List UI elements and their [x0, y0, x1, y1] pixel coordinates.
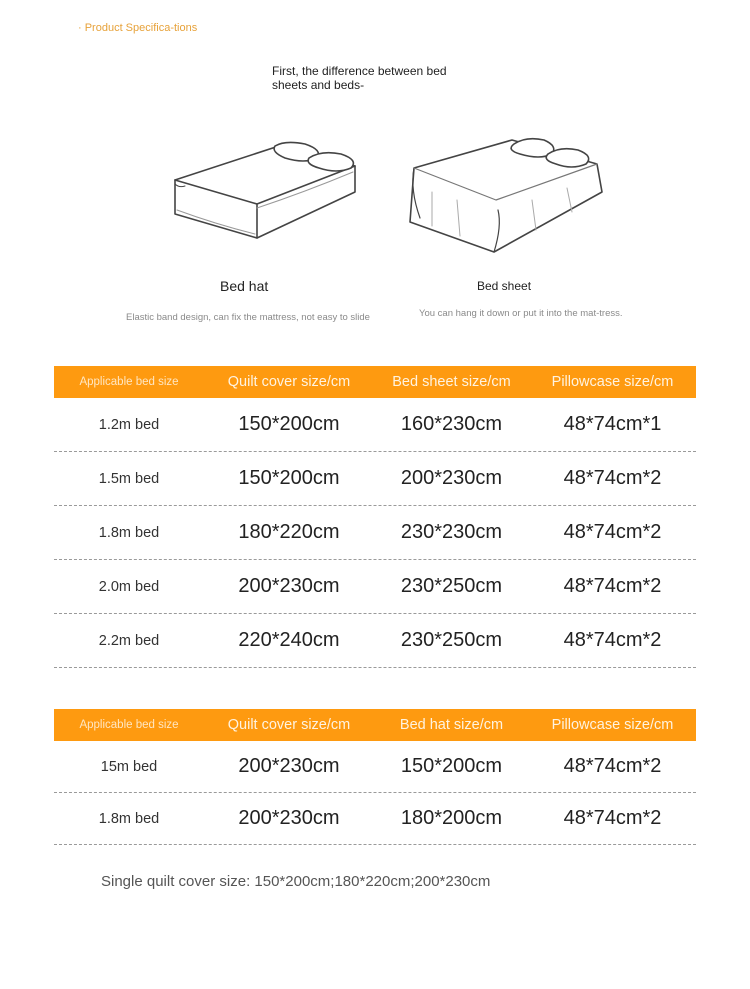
cell-bed-sheet: 160*230cm	[400, 413, 503, 435]
table-row	[54, 741, 696, 793]
cell-bed-size: 1.5m bed	[98, 470, 160, 487]
size-table-bed-hat	[54, 709, 696, 845]
cell-bed-size: 2.2m bed	[98, 632, 160, 649]
header-bed-size: Applicable bed size	[79, 719, 179, 731]
table-row	[54, 506, 696, 560]
table-header	[54, 366, 696, 398]
spec-title: · Product Specifica-tions	[78, 22, 198, 34]
bed-hat-description: Elastic band design, can fix the mattress, not easy to slide	[126, 312, 370, 323]
cell-pillowcase: 48*74cm*2	[563, 521, 662, 543]
cell-pillowcase: 48*74cm*1	[563, 413, 662, 435]
cell-bed-hat: 150*200cm	[400, 755, 503, 777]
bed-sheet-description: You can hang it down or put it into the mat-tress.	[419, 308, 623, 319]
header-bed-size: Applicable bed size	[79, 376, 179, 388]
cell-quilt-cover: 200*230cm	[238, 807, 340, 829]
cell-pillowcase: 48*74cm*2	[563, 755, 662, 777]
cell-bed-size: 15m bed	[100, 758, 158, 775]
size-table-bed-sheet	[54, 366, 696, 668]
cell-bed-sheet: 200*230cm	[400, 467, 503, 489]
cell-bed-size: 2.0m bed	[98, 578, 160, 595]
cell-quilt-cover: 200*230cm	[238, 755, 340, 777]
table-header	[54, 709, 696, 741]
header-pillowcase: Pillowcase size/cm	[551, 374, 674, 390]
table-row	[54, 793, 696, 845]
cell-bed-hat: 180*200cm	[400, 807, 503, 829]
header-bed-hat: Bed hat size/cm	[399, 717, 504, 733]
cell-bed-size: 1.8m bed	[98, 810, 160, 827]
cell-quilt-cover: 180*220cm	[238, 521, 340, 543]
fitted-bed-hat-icon	[165, 132, 365, 247]
cell-bed-size: 1.2m bed	[98, 416, 160, 433]
cell-bed-sheet: 230*250cm	[400, 575, 503, 597]
header-bed-sheet: Bed sheet size/cm	[392, 374, 511, 390]
cell-quilt-cover: 200*230cm	[238, 575, 340, 597]
cell-quilt-cover: 150*200cm	[238, 467, 340, 489]
table-row	[54, 560, 696, 614]
cell-pillowcase: 48*74cm*2	[563, 807, 662, 829]
single-quilt-note: Single quilt cover size: 150*200cm;180*220cm;200*230cm	[101, 873, 491, 890]
header-quilt-cover: Quilt cover size/cm	[227, 717, 351, 733]
cell-bed-sheet: 230*230cm	[400, 521, 503, 543]
header-quilt-cover: Quilt cover size/cm	[227, 374, 351, 390]
cell-pillowcase: 48*74cm*2	[563, 467, 662, 489]
cell-pillowcase: 48*74cm*2	[563, 575, 662, 597]
cell-quilt-cover: 220*240cm	[238, 629, 340, 651]
table-row	[54, 614, 696, 668]
table-row	[54, 398, 696, 452]
header-pillowcase: Pillowcase size/cm	[551, 717, 674, 733]
cell-bed-sheet: 230*250cm	[400, 629, 503, 651]
bed-hat-caption: Bed hat	[220, 278, 269, 294]
flat-bed-sheet-icon	[402, 130, 607, 255]
cell-quilt-cover: 150*200cm	[238, 413, 340, 435]
cell-bed-size: 1.8m bed	[98, 524, 160, 541]
bed-sheet-caption: Bed sheet	[477, 279, 532, 293]
intro-text: First, the difference between bed sheets and beds-	[272, 64, 447, 92]
cell-pillowcase: 48*74cm*2	[563, 629, 662, 651]
table-row	[54, 452, 696, 506]
